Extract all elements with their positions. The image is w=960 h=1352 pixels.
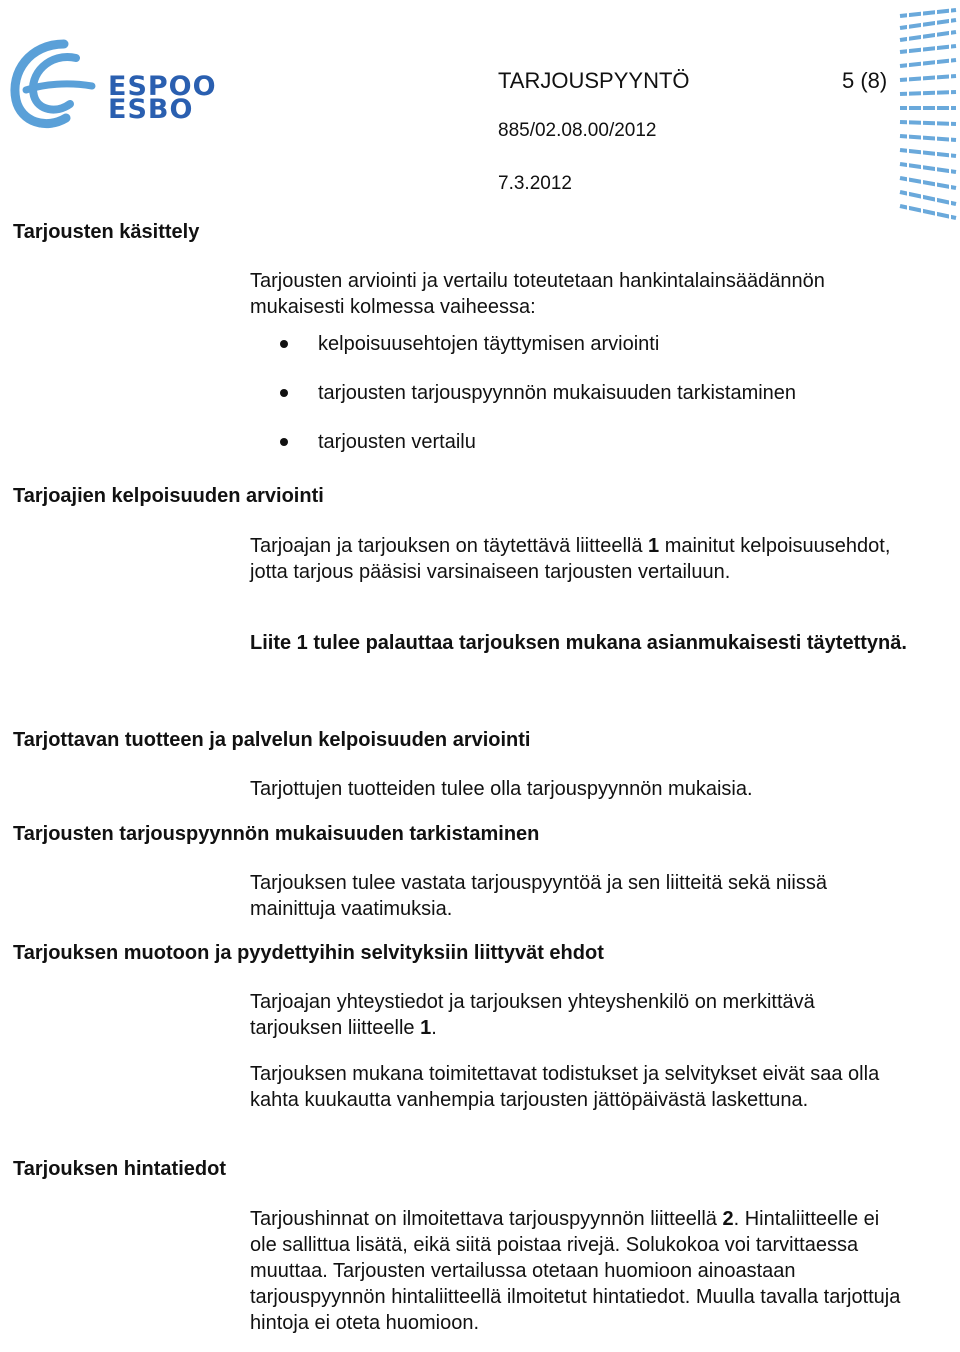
page-number: 5 (8) (842, 68, 888, 93)
section-heading-price-info: Tarjouksen hintatiedot (13, 1158, 226, 1180)
section-heading-form-conditions: Tarjouksen muotoon ja pyydettyihin selvityksiin liittyvät ehdot (13, 942, 604, 964)
logo-text-esbo: ESBO (108, 94, 194, 125)
list-item: kelpoisuusehtojen täyttymisen arviointi (318, 333, 660, 355)
document-title: TARJOUSPYYNTÖ (498, 68, 690, 93)
decorative-wave-pattern-icon (896, 6, 960, 220)
conformity-paragraph: Tarjouksen tulee vastata tarjouspyyntöä ja sen liitteitä sekä niissä mainittuja vaatimuksia. (250, 872, 827, 920)
document-date: 7.3.2012 (498, 173, 572, 194)
eligibility-paragraph: Tarjoajan ja tarjouksen on täytettävä liitteellä 1 mainitut kelpoisuusehdot, jotta tarjous pääsisi varsinaiseen tarjousten vertailuun. (250, 535, 891, 583)
processing-intro-paragraph: Tarjousten arviointi ja vertailu toteutetaan hankintalainsäädännön mukaisesti kolmessa vaiheessa: (250, 270, 825, 318)
contact-info-paragraph: Tarjoajan yhteystiedot ja tarjouksen yhteyshenkilö on merkittävä tarjouksen liitteelle 1. (250, 991, 815, 1039)
list-item: tarjousten vertailu (318, 431, 476, 453)
product-eligibility-paragraph: Tarjottujen tuotteiden tulee olla tarjouspyynnön mukaisia. (250, 778, 753, 800)
espoo-logo-icon (6, 38, 102, 134)
logo-text-espoo: ESPOO (108, 71, 217, 102)
section-heading-processing: Tarjousten käsittely (13, 221, 200, 243)
bullet-icon (280, 438, 288, 446)
list-item: tarjousten tarjouspyynnön mukaisuuden tarkistaminen (318, 382, 797, 404)
bullet-icon (280, 340, 288, 348)
section-heading-product-eligibility: Tarjottavan tuotteen ja palvelun kelpoisuuden arviointi (13, 729, 531, 751)
price-info-paragraph: Tarjoushinnat on ilmoitettava tarjouspyynnön liitteellä 2. Hintaliitteelle ei ole sallittua lisätä, eikä siitä poistaa rivejä. Solukokoa voi tarvittaessa muuttaa. Tarjousten vertailussa otetaan huomioon ainoastaan tarjouspyynnön hintaliitteellä ilmoitetut hintatiedot. Muulla tavalla tarjottuja hintoja ei oteta huomioon. (250, 1208, 901, 1334)
attachment-instruction: Liite 1 tulee palauttaa tarjouksen mukana asianmukaisesti täytettynä. (250, 632, 907, 654)
section-heading-conformity-check: Tarjousten tarjouspyynnön mukaisuuden tarkistaminen (13, 823, 540, 845)
section-heading-bidder-eligibility: Tarjoajien kelpoisuuden arviointi (13, 485, 324, 507)
bullet-icon (280, 389, 288, 397)
certificates-paragraph: Tarjouksen mukana toimitettavat todistukset ja selvitykset eivät saa olla kahta kuukautta vanhempia tarjousten jättöpäivästä laskettuna. (250, 1063, 880, 1111)
reference-number: 885/02.08.00/2012 (498, 120, 657, 141)
